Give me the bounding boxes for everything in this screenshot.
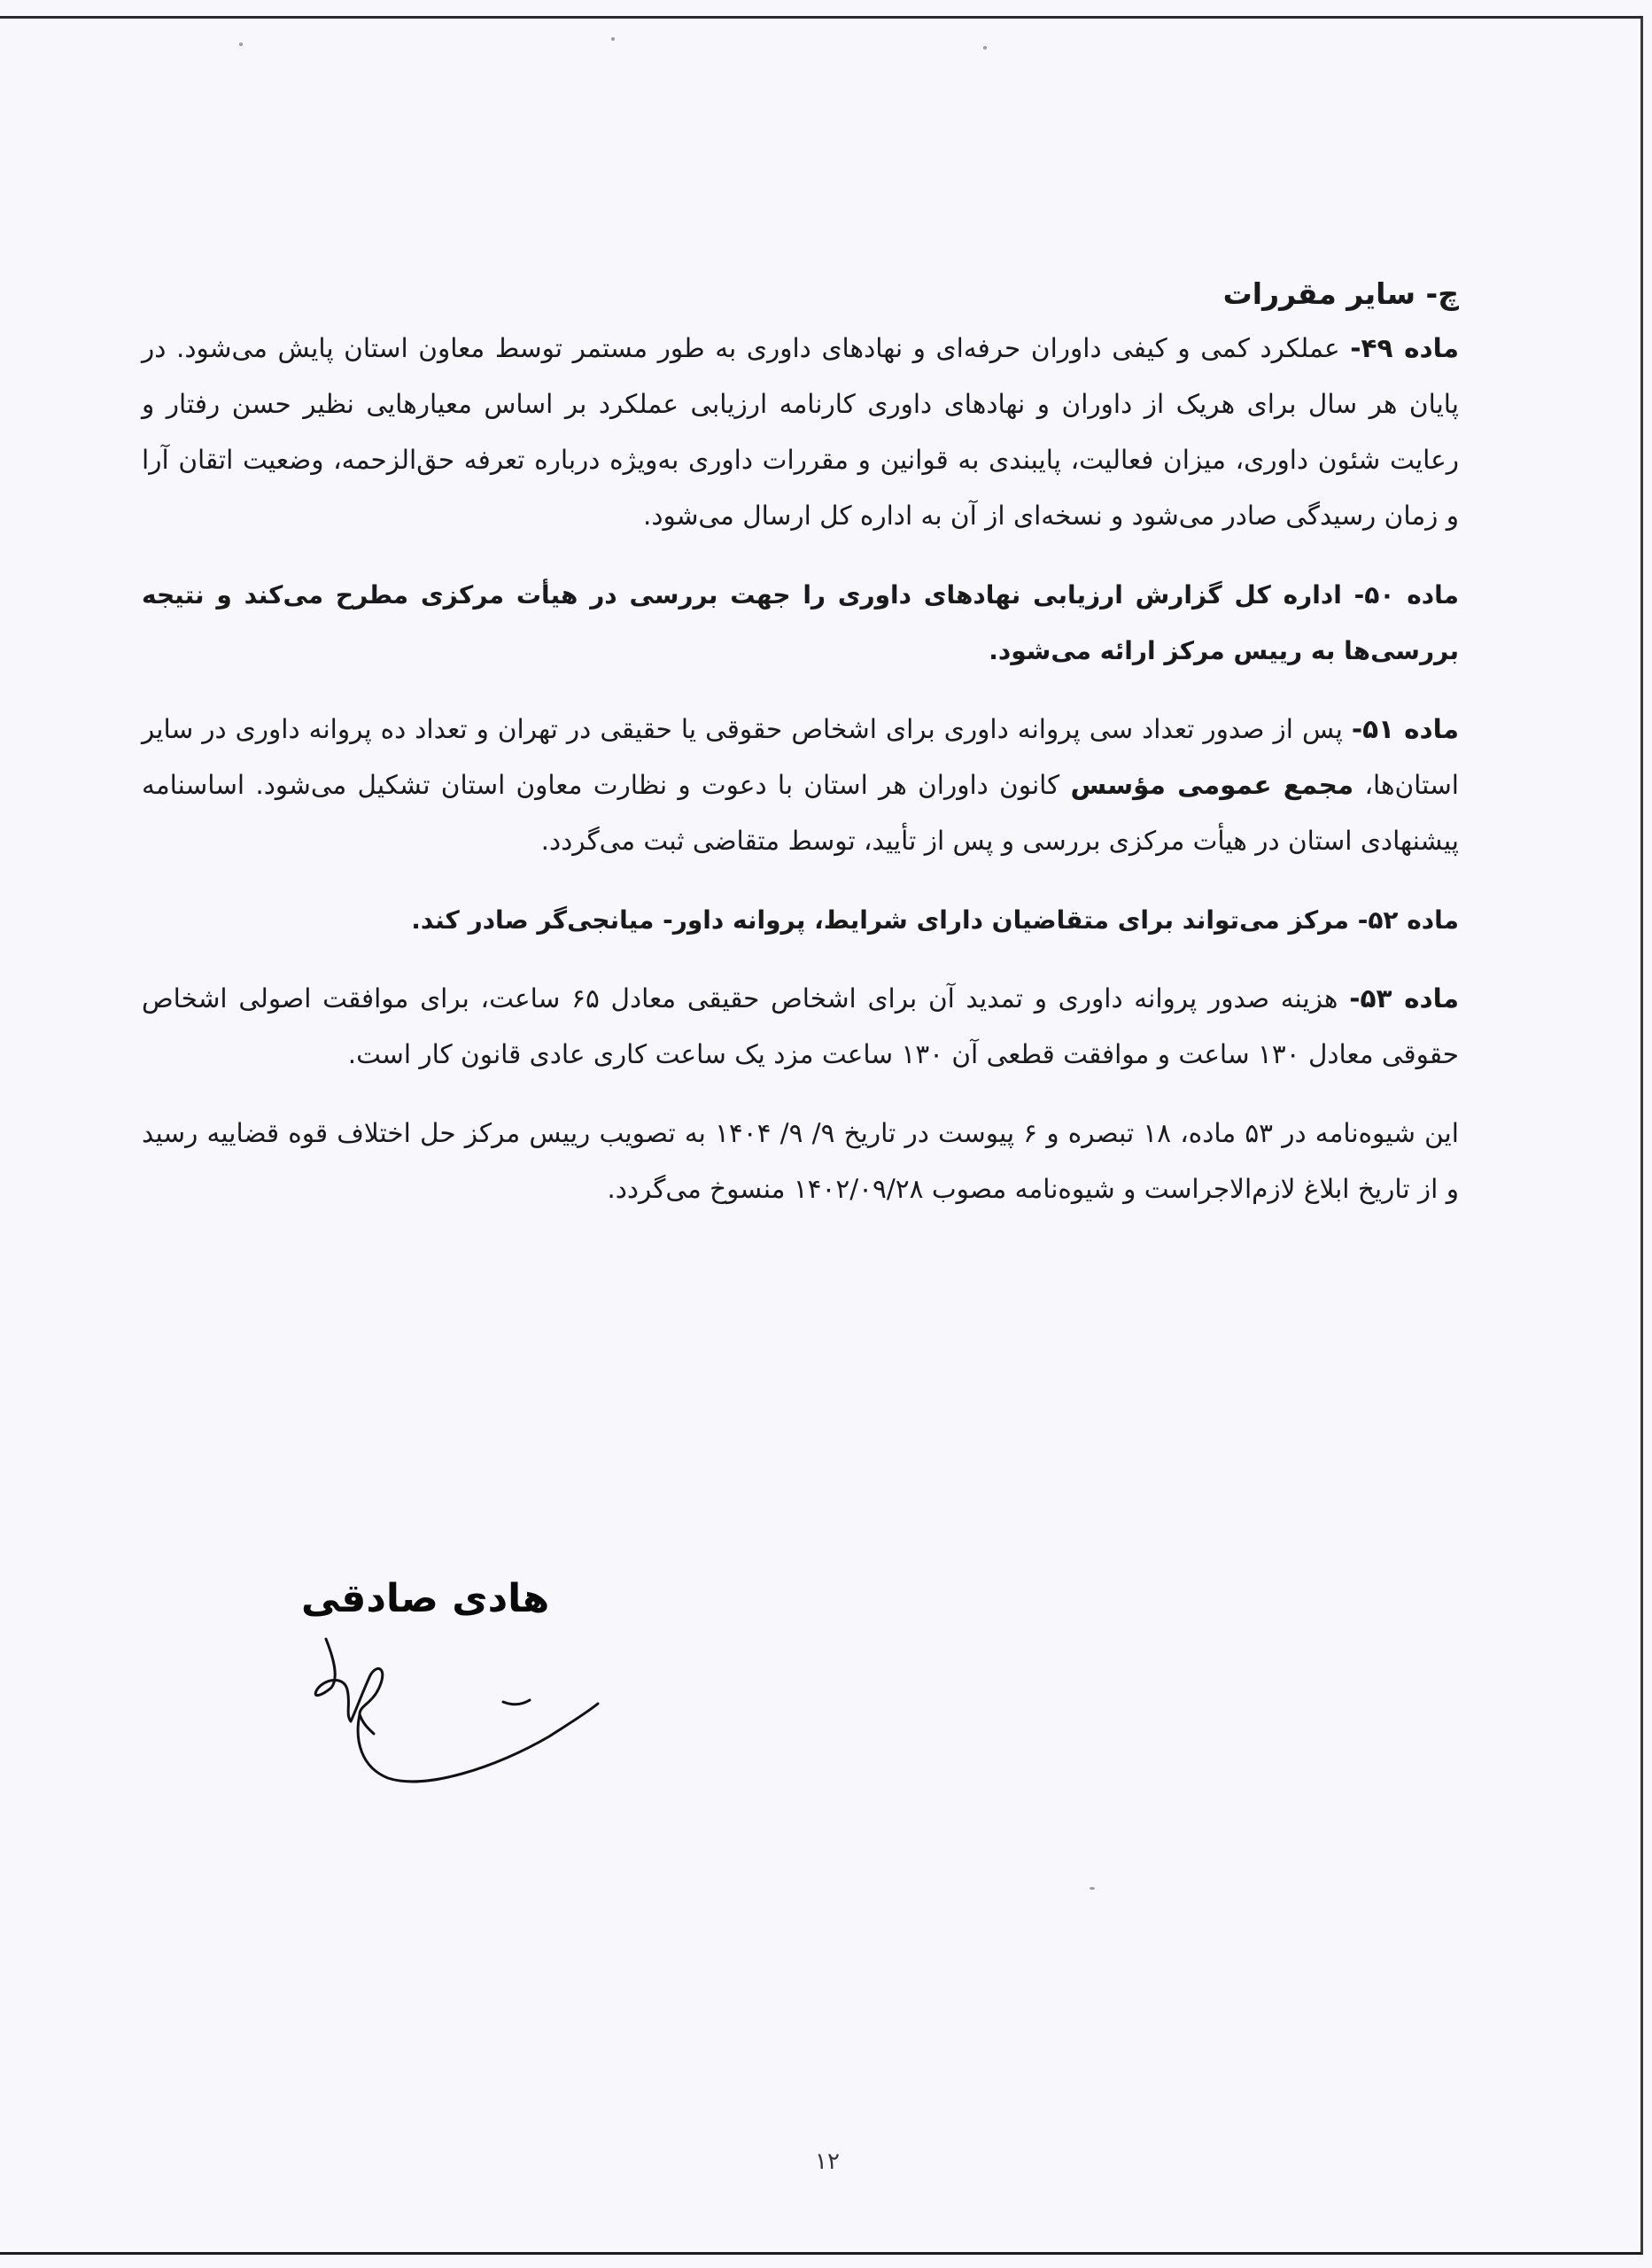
article-52: [142, 892, 1459, 948]
article-text: مرکز می‌تواند برای متقاضیان دارای شرایط، پروانه داور- میانجی‌گر صادر کند.: [411, 905, 1349, 935]
signature-block: [292, 1573, 611, 1803]
document-body: [142, 268, 1459, 1217]
article-number: ماده ۵۲-: [1357, 905, 1459, 935]
article-51: [142, 702, 1459, 869]
page-number: ۱۲: [815, 2148, 840, 2175]
article-number: ماده ۵۳-: [1349, 983, 1460, 1014]
article-text-part: کانون داوران هر استان با دعوت و نظارت معاون استان تشکیل می‌شود. اساسنامه پیشنهادی استان در هیأت مرکزی بررسی و پس از تأیید، توسط متقاضی ثبت می‌گردد.: [142, 770, 1459, 856]
article-number: ماده ۵۱-: [1351, 714, 1459, 744]
section-heading: چ- سایر مقررات: [1222, 276, 1459, 311]
article-text: هزینه صدور پروانه داوری و تمدید آن برای اشخاص حقیقی معادل ۶۵ ساعت، برای موافقت اصولی اشخاص حقوقی معادل ۱۳۰ ساعت و موافقت قطعی آن ۱۳۰ ساعت مزد یک ساعت کاری عادی قانون کار است.: [142, 983, 1459, 1069]
article-text: عملکرد کمی و کیفی داوران حرفه‌ای و نهادهای داوری به طور مستمر توسط معاون استان پایش می‌شود. در پایان هر سال برای هریک از داوران و نهادهای داوری کارنامه ارزیابی عملکرد بر اساس معیارهایی نظیر حسن رفتار و رعایت شئون داوری، میزان فعالیت، پایبندی به قوانین و مقررات داوری به‌ویژه درباره تعرفه حق‌الزحمه، وضعیت اتقان آرا و زمان رسیدگی صادر می‌شود و نسخه‌ای از آن به اداره کل ارسال می‌شود.: [142, 333, 1459, 531]
article-number: ماده ۴۹-: [1350, 333, 1459, 363]
article-number: ماده ۵۰-: [1353, 580, 1460, 610]
article-text: اداره کل گزارش ارزیابی نهادهای داوری را جهت بررسی در هیأت مرکزی مطرح می‌کند و نتیجه بررسی‌ها به رییس مرکز ارائه می‌شود.: [142, 580, 1459, 665]
article-text-part: پس از صدور تعداد سی پروانه داوری برای اشخاص حقوقی یا حقیقی در تهران و تعداد ده پروانه داوری در سایر استان‌ها،: [142, 714, 1459, 800]
scan-speck: [239, 43, 243, 46]
handwritten-signature-icon: [292, 1626, 611, 1803]
closing-paragraph: این شیوه‌نامه در ۵۳ ماده، ۱۸ تبصره و ۶ پیوست در تاریخ ۹/ ۹/ ۱۴۰۴ به تصویب رییس مرکز حل اختلاف قوه قضاییه رسید و از تاریخ ابلاغ لازم‌الاجراست و شیوه‌نامه مصوب ۱۴۰۲/۰۹/۲۸ منسوخ می‌گردد.: [142, 1118, 1459, 1204]
scan-speck: [983, 46, 987, 50]
article-49: [142, 321, 1459, 544]
article-text-emphasis: مجمع عمومی مؤسس: [1070, 770, 1354, 800]
scan-speck: [611, 37, 615, 41]
scan-speck: [1090, 1887, 1095, 1890]
article-50: [142, 567, 1459, 679]
signer-name: هادی صادقی: [301, 1576, 550, 1621]
article-53: [142, 971, 1459, 1083]
